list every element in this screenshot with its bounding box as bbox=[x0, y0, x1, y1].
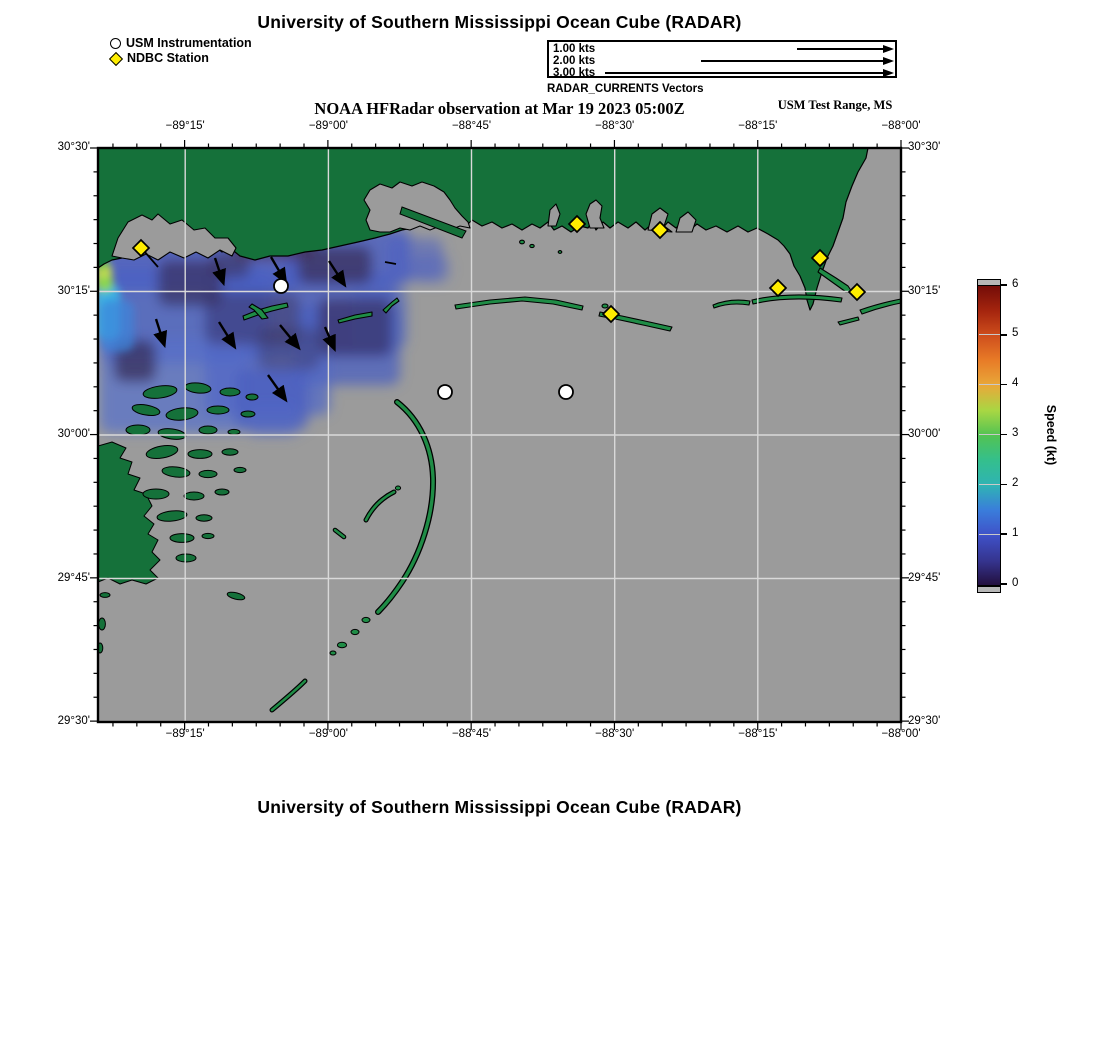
speed-cell bbox=[410, 255, 450, 283]
colorbar-gridline bbox=[979, 434, 1000, 435]
observation-subtitle: NOAA HFRadar observation at Mar 19 2023 05:00Z bbox=[314, 99, 685, 118]
figure-title-top: University of Southern Mississippi Ocean Cube (RADAR) bbox=[257, 12, 742, 32]
colorbar-tick-label: 6 bbox=[1012, 277, 1019, 290]
x-axis-label-bottom: −88°15' bbox=[738, 728, 778, 740]
colorbar-tick-label: 3 bbox=[1012, 427, 1019, 439]
y-axis-label-left: 30°00' bbox=[57, 428, 90, 440]
ndbc-station-icon bbox=[109, 51, 123, 65]
colorbar-gridline bbox=[979, 384, 1000, 385]
x-axis-label-top: −89°00' bbox=[308, 120, 348, 132]
y-axis-label-right: 30°00' bbox=[908, 428, 941, 440]
y-axis-label-left: 30°15' bbox=[57, 284, 90, 297]
vector-scale-box bbox=[547, 40, 897, 78]
speed-cell bbox=[318, 298, 392, 356]
colorbar-tick bbox=[1000, 384, 1007, 386]
speed-cell bbox=[246, 402, 298, 436]
colorbar-gridline bbox=[979, 484, 1000, 485]
speed-cell bbox=[100, 300, 134, 352]
figure-title-bottom: University of Southern Mississippi Ocean Cube (RADAR) bbox=[257, 797, 742, 817]
test-range-label: USM Test Range, MS bbox=[777, 98, 893, 112]
y-axis-label-left: 29°30' bbox=[57, 715, 90, 727]
colorbar-tick-label: 1 bbox=[1012, 526, 1019, 539]
vector-scale-arrowhead bbox=[883, 69, 894, 77]
x-axis-label-bottom: −88°30' bbox=[595, 728, 635, 740]
colorbar-tick bbox=[1000, 484, 1007, 486]
vector-scale-label-2: 2.00 kts bbox=[553, 55, 596, 67]
colorbar-tick bbox=[1000, 284, 1007, 286]
usm-instrumentation-icon bbox=[110, 38, 121, 49]
legend-item-ndbc bbox=[110, 51, 252, 66]
colorbar-tick bbox=[1000, 334, 1007, 336]
y-axis-label-right: 29°45' bbox=[908, 571, 941, 584]
x-axis-label-top: −88°45' bbox=[451, 120, 492, 132]
y-axis-label-right: 30°30' bbox=[908, 141, 941, 153]
x-axis-label-bottom: −88°45' bbox=[451, 728, 492, 740]
usm-instrumentation-marker bbox=[438, 385, 452, 399]
y-axis-label-left: 30°30' bbox=[57, 141, 90, 153]
colorbar-gridline bbox=[979, 534, 1000, 535]
usm-instrumentation-marker bbox=[274, 279, 288, 293]
vector-scale-label-3: 3.00 kts bbox=[553, 67, 596, 79]
colorbar-tick bbox=[1000, 533, 1007, 535]
x-axis-label-top: −88°15' bbox=[738, 120, 778, 132]
x-axis-label-top: −88°00' bbox=[881, 120, 921, 132]
vector-scale-arrowhead bbox=[883, 45, 894, 53]
vector-scale-arrow bbox=[797, 48, 884, 50]
colorbar-tick bbox=[1000, 583, 1007, 585]
y-axis-label-right: 30°15' bbox=[908, 284, 941, 297]
colorbar-tick-label: 0 bbox=[1012, 576, 1019, 589]
y-axis-label-left: 29°45' bbox=[57, 571, 90, 584]
colorbar bbox=[977, 285, 1001, 586]
legend-label-usm: USM Instrumentation bbox=[126, 36, 252, 50]
x-axis-label-top: −89°15' bbox=[165, 120, 205, 132]
map-plot bbox=[78, 128, 921, 742]
colorbar-tick bbox=[1000, 434, 1007, 436]
legend-item-usm bbox=[110, 36, 252, 51]
colorbar-gridline bbox=[979, 334, 1000, 335]
colorbar-tick-label: 5 bbox=[1012, 327, 1019, 340]
vector-scale-arrowhead bbox=[883, 57, 894, 65]
y-axis-label-right: 29°30' bbox=[908, 715, 941, 727]
x-axis-label-bottom: −88°00' bbox=[881, 728, 921, 740]
x-axis-label-bottom: −89°00' bbox=[308, 728, 348, 740]
colorbar-axis-label: Speed (kt) bbox=[1044, 404, 1058, 466]
colorbar-bottom-cap bbox=[977, 586, 1001, 593]
map-legend bbox=[110, 36, 252, 66]
usm-instrumentation-marker bbox=[559, 385, 573, 399]
x-axis-label-bottom: −89°15' bbox=[165, 728, 205, 740]
radar-currents-caption: RADAR_CURRENTS Vectors bbox=[547, 83, 704, 95]
legend-label-ndbc: NDBC Station bbox=[127, 51, 209, 65]
vector-scale-label-1: 1.00 kts bbox=[553, 43, 596, 55]
colorbar-tick-label: 4 bbox=[1012, 377, 1019, 390]
x-axis-label-top: −88°30' bbox=[595, 120, 635, 132]
colorbar-tick-label: 2 bbox=[1012, 476, 1019, 489]
vector-scale-arrow bbox=[701, 60, 884, 62]
vector-scale-arrow bbox=[605, 72, 884, 74]
